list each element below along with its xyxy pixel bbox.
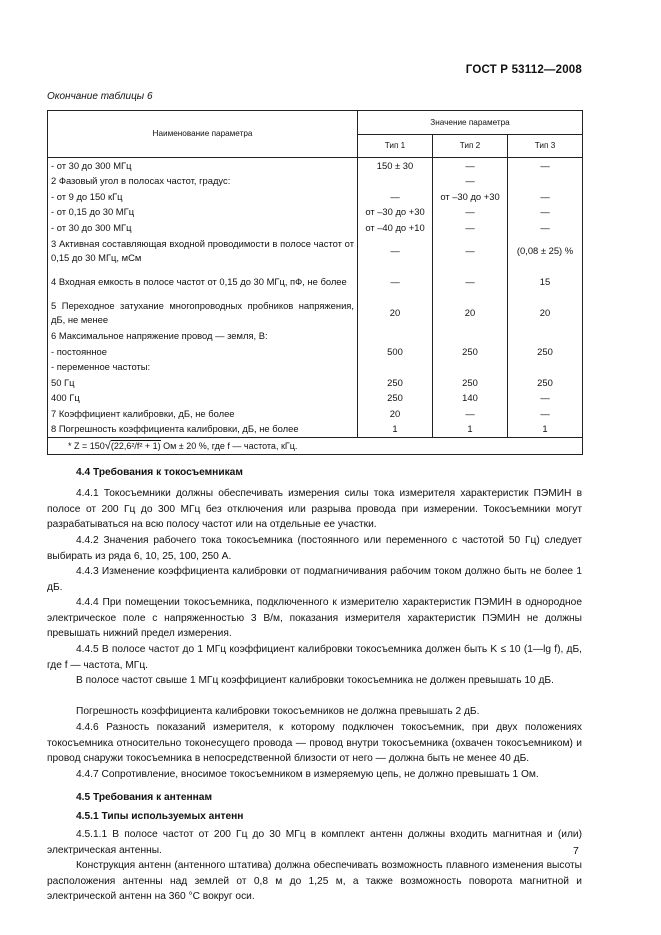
row-type2-cell: от –30 до +30 — [433, 189, 508, 205]
table-row — [48, 174, 583, 190]
table-row — [48, 158, 583, 174]
row-type2-cell: 250 — [433, 344, 508, 360]
row-type2-cell: — — [433, 158, 508, 174]
footnote-radicand: (22,6²/f² + 1) — [110, 441, 161, 451]
table-row — [48, 406, 583, 422]
row-type3-cell — [508, 329, 583, 345]
row-type1-cell: от –30 до +30 — [358, 205, 433, 221]
paragraph-4-5-1-1-b: Конструкция антенн (антенного штатива) должна обеспечивать возможность плавного изменения высоты расположения антенны над землей от 0,8 м до 1,25 м, а также возможность поворота магнитной и электрической антенн на 360 °С вокруг оси. — [47, 860, 582, 903]
row-type1-cell: — — [358, 189, 433, 205]
row-type3-cell: 20 — [508, 298, 583, 329]
table-row — [48, 220, 583, 236]
row-type2-cell — [433, 360, 508, 376]
row-type2-cell: — — [433, 236, 508, 267]
table-row — [48, 344, 583, 360]
row-type1-cell: 250 — [358, 391, 433, 407]
paragraph-4-4-1: 4.4.1 Токосъемники должны обеспечивать измерения силы тока измерителя характеристик ПЭМИН в полосе от 200 Гц до 300 МГц без отключения или разрыва провода при измерении. Токосъемники могут разрабатываться на всю полосу частот или на отдельные ее участки. — [47, 488, 582, 531]
row-name-cell: 7 Коэффициент калибровки, дБ, не более — [48, 406, 358, 422]
row-type1-cell — [358, 329, 433, 345]
row-type3-cell: (0,08 ± 25) % — [508, 236, 583, 267]
row-type2-cell: — — [433, 406, 508, 422]
row-type3-cell — [508, 360, 583, 376]
row-type2-cell: — — [433, 220, 508, 236]
table-row — [48, 205, 583, 221]
row-type1-cell: от –40 до +10 — [358, 220, 433, 236]
column-header-type-3: Тип 3 — [508, 135, 583, 158]
paragraph-4-4-5: 4.4.5 В полосе частот до 1 МГц коэффициент калибровки токосъемника должен быть K ≤ 10 (1—lg f), дБ, где f — частота, МГц. — [47, 644, 582, 671]
row-type2-cell: — — [433, 267, 508, 298]
row-name-cell: 8 Погрешность коэффициента калибровки, дБ, не более — [48, 422, 358, 438]
paragraph-4-4-6: 4.4.6 Разность показаний измерителя, к которому подключен токосъемник, при двух положениях токосъемника относительно токонесущего провода — провод внутри токосъемника (охвачен токосъемником) и провод снаружи токосъемника в непосредственной близости от него — должна быть не менее 40 дБ. — [47, 722, 582, 765]
table-row — [48, 375, 583, 391]
table-row — [48, 267, 583, 298]
column-header-name: Наименование параметра — [48, 111, 358, 158]
section-title-4-5: 4.5 Требования к антеннам — [76, 792, 212, 803]
row-type1-cell: — — [358, 236, 433, 267]
row-type3-cell: — — [508, 189, 583, 205]
table-row — [48, 236, 583, 267]
row-name-cell: 400 Гц — [48, 391, 358, 407]
table-row — [48, 189, 583, 205]
row-type1-cell: 500 — [358, 344, 433, 360]
paragraph-4-4-4: 4.4.4 При помещении токосъемника, подключенного к измерителю характеристик ПЭМИН в однородное электрическое поле с напряженностью 3 В/м, показания измерителя характеристик ПЭМИН не должны превышать нижний предел измерения. — [47, 597, 582, 640]
row-name-cell: 6 Максимальное напряжение провод — земля, В: — [48, 329, 358, 345]
row-name-cell: - от 30 до 300 МГц — [48, 158, 358, 174]
row-name-cell: - от 9 до 150 кГц — [48, 189, 358, 205]
row-name-cell: - от 30 до 300 МГц — [48, 220, 358, 236]
table-body — [48, 158, 583, 438]
paragraph-4-4-5-b: В полосе частот свыше 1 МГц коэффициент калибровки токосъемника не должен превышать 10 дБ. — [76, 675, 554, 686]
paragraph-4-5-1-1: 4.5.1.1 В полосе частот от 200 Гц до 30 МГц в комплект антенн должны входить магнитная и (или) электрическая антенны. — [47, 829, 582, 856]
table-caption: Окончание таблицы 6 — [47, 91, 153, 102]
paragraph-4-4-5-c: Погрешность коэффициента калибровки токосъемников не должна превышать 2 дБ. — [76, 706, 480, 717]
paragraph-4-4-3: 4.4.3 Изменение коэффициента калибровки от подмагничивания рабочим током должно быть не более 1 дБ. — [47, 566, 582, 593]
row-type2-cell: 140 — [433, 391, 508, 407]
row-type1-cell: 20 — [358, 298, 433, 329]
row-type2-cell: 1 — [433, 422, 508, 438]
table-row — [48, 360, 583, 376]
row-type3-cell: 250 — [508, 344, 583, 360]
table-row — [48, 329, 583, 345]
row-type1-cell — [358, 360, 433, 376]
page-number: 7 — [573, 845, 579, 857]
row-type3-cell: — — [508, 220, 583, 236]
row-type3-cell — [508, 174, 583, 190]
row-type1-cell — [358, 174, 433, 190]
table-row — [48, 422, 583, 438]
row-name-cell: - от 0,15 до 30 МГц — [48, 205, 358, 221]
row-type3-cell: 250 — [508, 375, 583, 391]
row-type2-cell — [433, 329, 508, 345]
table-row — [48, 298, 583, 329]
row-type2-cell: — — [433, 174, 508, 190]
table-footnote — [48, 438, 583, 455]
row-name-cell: 2 Фазовый угол в полосах частот, градус: — [48, 174, 358, 190]
row-name-cell: 50 Гц — [48, 375, 358, 391]
row-type3-cell: 1 — [508, 422, 583, 438]
row-type1-cell: 20 — [358, 406, 433, 422]
row-type3-cell: 15 — [508, 267, 583, 298]
row-type1-cell: 150 ± 30 — [358, 158, 433, 174]
row-name-cell: - переменное частоты: — [48, 360, 358, 376]
row-type3-cell: — — [508, 406, 583, 422]
column-header-type-1: Тип 1 — [358, 135, 433, 158]
document-code: ГОСТ Р 53112—2008 — [465, 64, 582, 76]
row-type2-cell: — — [433, 205, 508, 221]
row-type1-cell: — — [358, 267, 433, 298]
paragraph-4-4-2: 4.4.2 Значения рабочего тока токосъемника (постоянного или переменного с частотой 50 Гц) следует выбирать из ряда 6, 10, 25, 100, 250 А. — [47, 535, 582, 562]
paragraph-4-4-7: 4.4.7 Сопротивление, вносимое токосъемником в измеряемую цепь, не должно превышать 1 Ом. — [76, 769, 539, 780]
row-type1-cell: 1 — [358, 422, 433, 438]
footnote-suffix: Ом ± 20 %, где f — частота, кГц. — [160, 441, 298, 451]
column-header-value-group: Значение параметра — [358, 111, 583, 135]
parameters-table — [47, 110, 583, 455]
row-type2-cell: 250 — [433, 375, 508, 391]
row-name-cell: 3 Активная составляющая входной проводимости в полосе частот от 0,15 до 30 МГц, мСм — [48, 236, 358, 267]
row-name-cell: 4 Входная емкость в полосе частот от 0,15 до 30 МГц, пФ, не более — [48, 267, 358, 298]
row-name-cell: - постоянное — [48, 344, 358, 360]
section-title-4-4: 4.4 Требования к токосъемникам — [76, 467, 243, 478]
row-type3-cell: — — [508, 205, 583, 221]
row-type3-cell: — — [508, 391, 583, 407]
section-title-4-5-1: 4.5.1 Типы используемых антенн — [76, 811, 244, 822]
row-name-cell: 5 Переходное затухание многопроводных пробников напряжения, дБ, не менее — [48, 298, 358, 329]
row-type3-cell: — — [508, 158, 583, 174]
row-type1-cell: 250 — [358, 375, 433, 391]
table-row — [48, 391, 583, 407]
sqrt-sign: √ — [104, 440, 111, 452]
column-header-type-2: Тип 2 — [433, 135, 508, 158]
row-type2-cell: 20 — [433, 298, 508, 329]
footnote-prefix: * Z = 150 — [68, 441, 105, 451]
